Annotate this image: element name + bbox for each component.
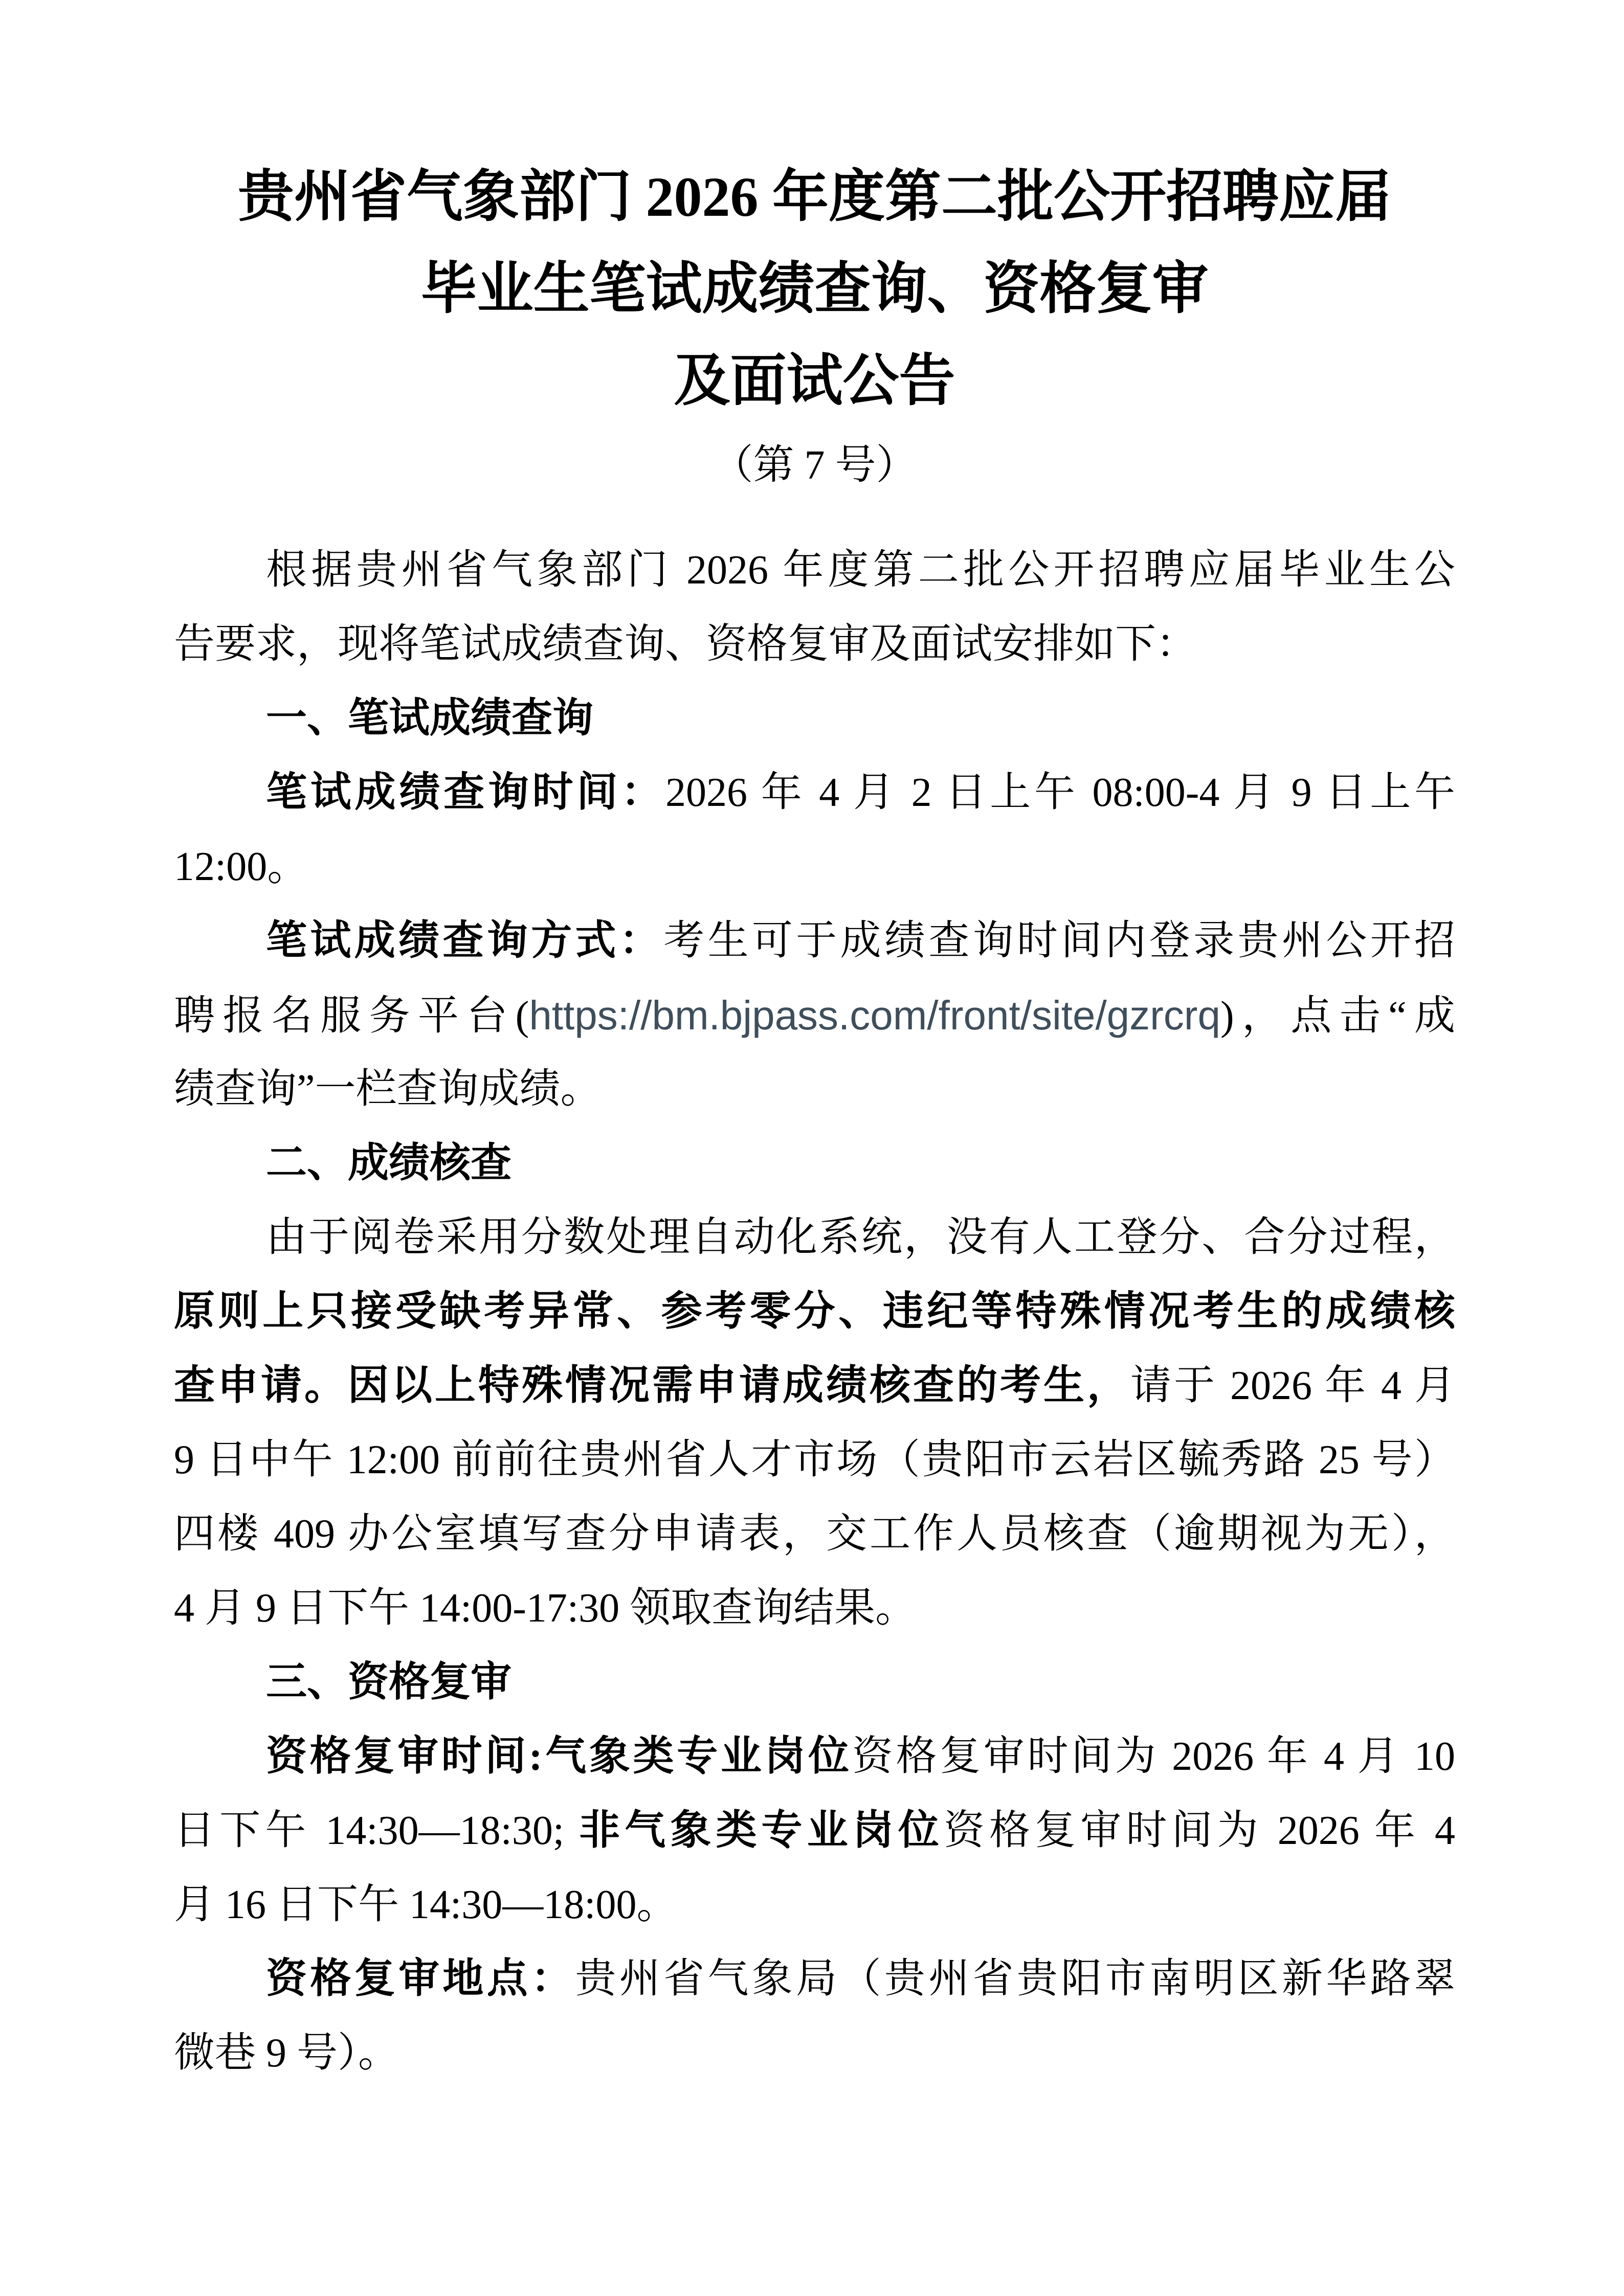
- text-run: 气象类专业岗位: [542, 1734, 852, 1779]
- text-run: 贵州省气象局（贵州省贵阳市南明区新华路翠: [575, 1956, 1455, 2001]
- text-run: 请于 2026 年 4 月: [1130, 1363, 1455, 1408]
- body-line-1: [174, 533, 1455, 607]
- text-run: 资格复审地点：: [266, 1956, 575, 2001]
- body-line-9: [174, 1127, 1455, 1201]
- body-line-3: [174, 682, 1455, 756]
- body-line-4: [174, 756, 1455, 830]
- body-line-19: [174, 1868, 1455, 1942]
- body-line-2: [174, 607, 1455, 682]
- text-run: 由于阅卷采用分数处理自动化系统，没有人工登分、合分过程，: [266, 1215, 1455, 1260]
- document-body: [174, 533, 1455, 2090]
- text-run: 根据贵州省气象部门 2026 年度第二批公开招聘应届毕业生公: [266, 548, 1455, 593]
- text-run: 笔试成绩查询方式：: [266, 918, 664, 963]
- body-line-17: [174, 1720, 1455, 1794]
- text-run: 资格复审时间为 2026 年 4 月 10: [852, 1734, 1455, 1779]
- text-run: 绩查询”一栏查询成绩。: [174, 1067, 602, 1112]
- text-run: 资格复审时间:: [266, 1734, 543, 1779]
- text-run: 月 16 日下午 14:30—18:00。: [174, 1882, 678, 1927]
- text-run: 非气象类专业岗位: [579, 1808, 944, 1853]
- body-line-20: [174, 1942, 1455, 2016]
- text-run: 4 月 9 日下午 14:00-17:30 领取查询结果。: [174, 1586, 917, 1631]
- body-line-18: [174, 1794, 1455, 1868]
- text-run: 查申请。因以上特殊情况需申请成绩核查的考生，: [174, 1363, 1130, 1408]
- text-run: 一、笔试成绩查询: [266, 696, 593, 741]
- text-run: 原则上只接受缺考异常、参考零分、违纪等特殊情况考生的成绩核: [174, 1289, 1455, 1334]
- text-run: 资格复审时间为 2026 年 4: [943, 1808, 1455, 1853]
- text-run: 2026 年 4 月 2 日上午 08:00-4 月 9 日上午: [665, 770, 1455, 815]
- platform-url-link[interactable]: https://bm.bjpass.com/front/site/gzrcrq: [529, 993, 1220, 1038]
- body-line-15: [174, 1571, 1455, 1646]
- body-line-21: [174, 2016, 1455, 2090]
- text-run: 聘报名服务平台(: [174, 994, 529, 1039]
- text-run: 笔试成绩查询时间：: [266, 770, 665, 815]
- body-line-6: [174, 904, 1455, 978]
- text-run: )，点击“成: [1220, 994, 1455, 1039]
- title-line-2: 毕业生笔试成绩查询、资格复审: [420, 258, 1209, 320]
- text-run: 三、资格复审: [266, 1660, 511, 1705]
- body-line-7: [174, 978, 1455, 1052]
- body-line-11: [174, 1275, 1455, 1349]
- text-run: 12:00。: [174, 844, 308, 889]
- body-line-5: [174, 830, 1455, 904]
- title-line-3: 及面试公告: [674, 350, 955, 412]
- body-line-12: [174, 1349, 1455, 1423]
- text-run: 告要求，现将笔试成绩查询、资格复审及面试安排如下：: [174, 622, 1197, 667]
- body-line-14: [174, 1497, 1455, 1571]
- document-subtitle: （第 7 号）: [712, 443, 917, 488]
- document-title: [174, 151, 1455, 427]
- body-line-8: [174, 1052, 1455, 1127]
- text-run: 考生可于成绩查询时间内登录贵州公开招: [663, 918, 1455, 963]
- text-run: 9 日中午 12:00 前前往贵州省人才市场（贵阳市云岩区毓秀路 25 号）: [174, 1437, 1455, 1482]
- text-run: 微巷 9 号）。: [174, 2031, 399, 2076]
- body-line-13: [174, 1423, 1455, 1497]
- body-line-10: [174, 1201, 1455, 1275]
- text-run: 二、成绩核查: [266, 1141, 511, 1186]
- text-run: 四楼 409 办公室填写查分申请表，交工作人员核查（逾期视为无），: [174, 1512, 1455, 1557]
- body-line-16: [174, 1646, 1455, 1720]
- text-run: 日下午 14:30—18:30;: [174, 1808, 580, 1853]
- title-line-1: 贵州省气象部门 2026 年度第二批公开招聘应届: [238, 166, 1391, 228]
